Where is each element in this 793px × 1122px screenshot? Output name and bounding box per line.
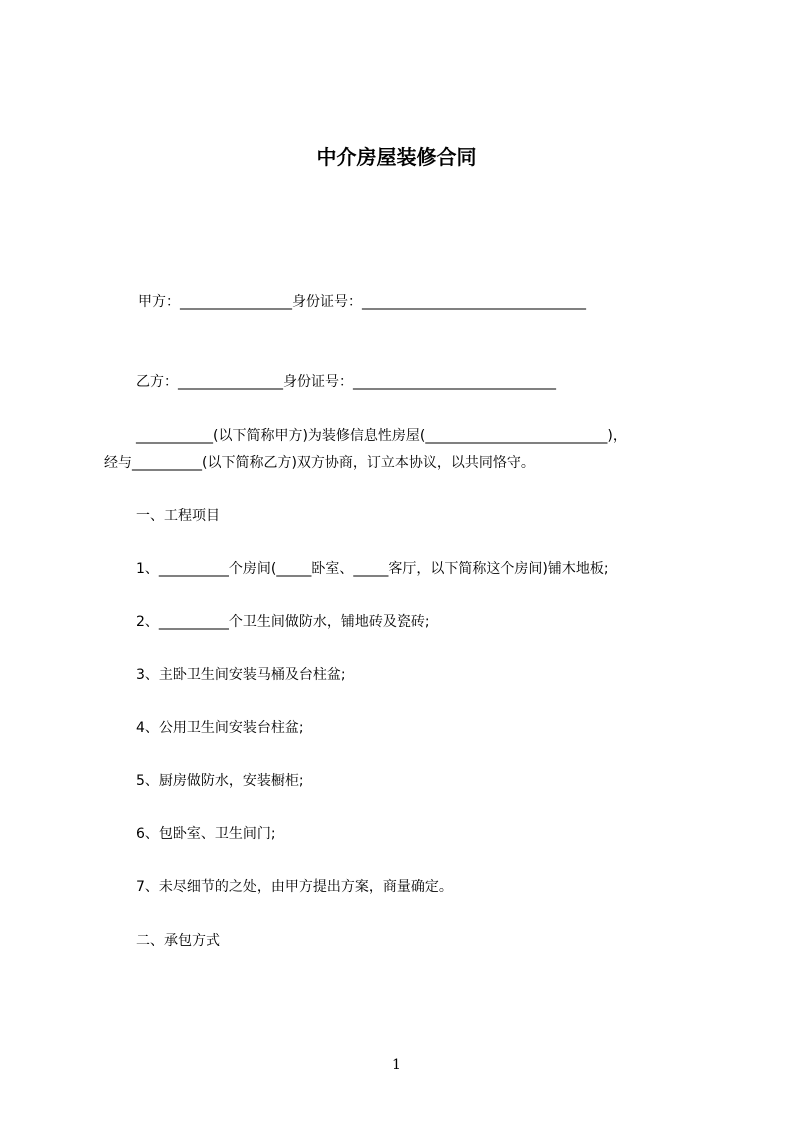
section-1-heading: 一、工程项目 — [136, 508, 220, 524]
party-b-line: 乙方：_______________身份证号：_____________________________ — [136, 374, 556, 390]
document-title: 中介房屋装修合同 — [316, 145, 477, 169]
list-item: 6、包卧室、卫生间门; — [136, 826, 276, 842]
party-a-line: 甲方：________________身份证号：________________________________ — [138, 294, 586, 310]
intro-line-2: 经与__________(以下简称乙方)双方协商，订立本协议，以共同恪守。 — [104, 455, 535, 471]
intro-line-1: ___________(以下简称甲方)为装修信息性房屋(__________________________)， — [136, 428, 627, 444]
page-number: 1 — [392, 1057, 401, 1073]
section-2-heading: 二、承包方式 — [136, 933, 220, 949]
list-item: 1、__________个房间(_____卧室、_____客厅，以下简称这个房间)铺木地板; — [136, 561, 609, 577]
list-item: 3、主卧卫生间安装马桶及台柱盆; — [136, 667, 346, 683]
list-item: 4、公用卫生间安装台柱盆; — [136, 720, 304, 736]
list-item: 2、__________个卫生间做防水，铺地砖及瓷砖; — [136, 614, 430, 630]
list-item: 5、厨房做防水，安装橱柜; — [136, 773, 304, 789]
list-item: 7、未尽细节的之处，由甲方提出方案，商量确定。 — [136, 879, 453, 895]
